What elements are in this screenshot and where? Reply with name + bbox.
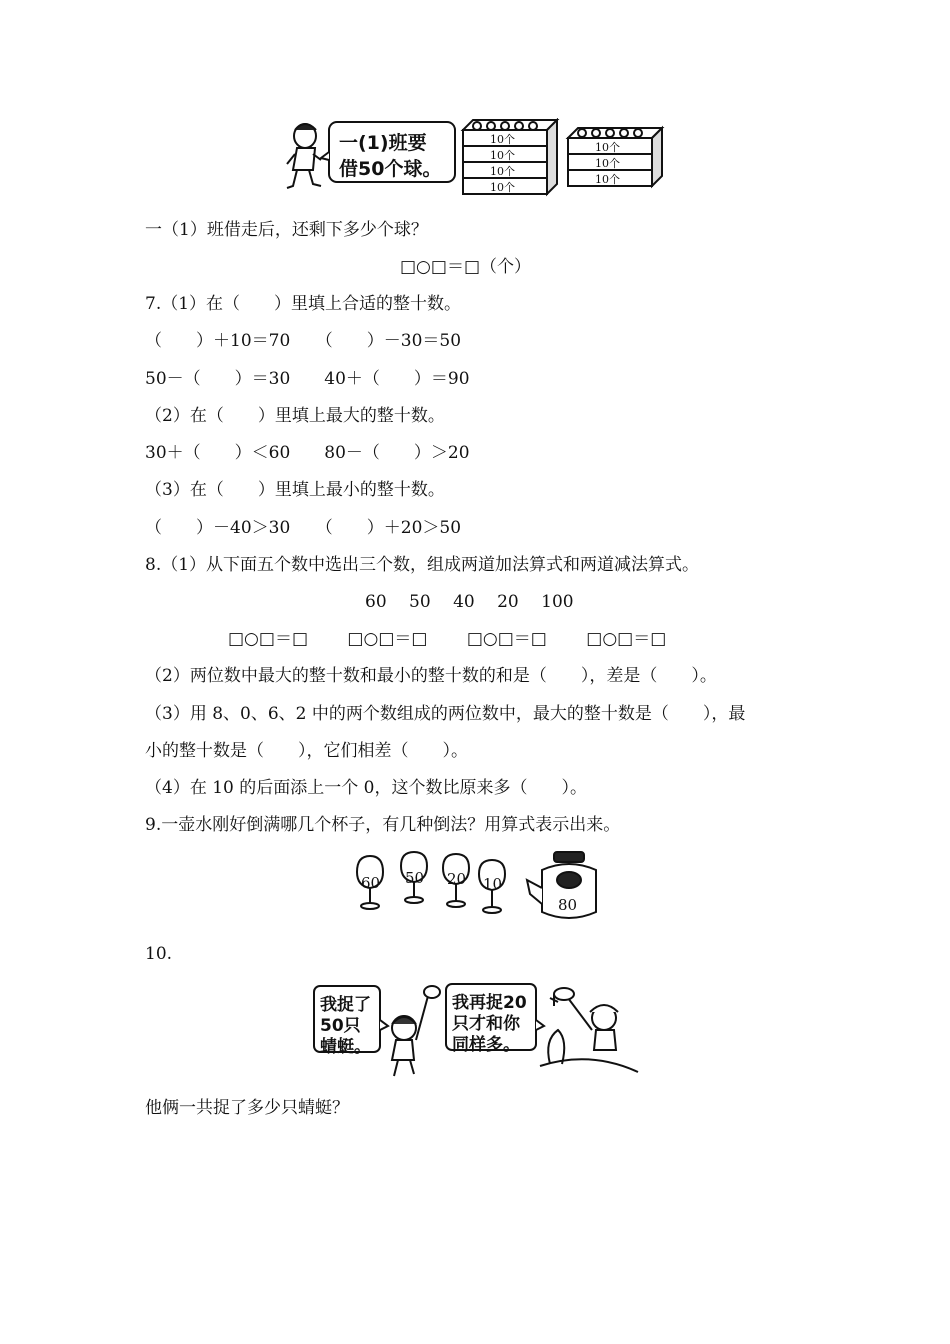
q7-row3: 30＋（ ）＜60 80－（ ）＞20: [145, 443, 470, 463]
q7-part2: （2）在（ ）里填上最大的整十数。: [145, 406, 445, 426]
box-label: 10个: [490, 133, 515, 146]
ball-question: 一（1）班借走后，还剩下多少个球？: [145, 220, 428, 240]
boy-with-net-icon: [392, 986, 440, 1076]
ball-speech-line-1: 一(1)班要: [339, 132, 427, 154]
q8-part4: （4）在 10 的后面添上一个 0，这个数比原来多（ ）。: [145, 778, 587, 798]
cup-label: 60: [361, 874, 381, 892]
left-speech-line-3: 蜻蜓。: [320, 1037, 371, 1057]
box-label: 10个: [595, 141, 620, 154]
q7-part3: （3）在（ ）里填上最小的整十数。: [145, 480, 445, 500]
q7-row1: （ ）＋10＝70 （ ）－30＝50: [145, 331, 462, 351]
cup-label: 50: [405, 869, 425, 887]
q9-question: 9.一壶水刚好倒满哪几个杯子，有几种倒法？用算式表示出来。: [145, 815, 621, 835]
q8-numbers: 60 50 40 20 100: [365, 592, 574, 612]
box-label: 10个: [490, 149, 515, 162]
q10-question: 他俩一共捉了多少只蜻蜓？: [145, 1098, 349, 1118]
box-label: 10个: [595, 173, 620, 186]
q7-part1: 7.（1）在（ ）里填上合适的整十数。: [145, 294, 462, 314]
q8-part2: （2）两位数中最大的整十数和最小的整十数的和是（ ），差是（ ）。: [145, 666, 717, 686]
box-label: 10个: [595, 157, 620, 170]
box-label: 10个: [490, 181, 515, 194]
q8-part3-line2: 小的整十数是（ ），它们相差（ ）。: [145, 741, 468, 761]
right-speech-line-2: 只才和你: [452, 1014, 520, 1034]
ball-boxes-figure: [285, 118, 670, 200]
left-speech-line-2: 50只: [320, 1016, 361, 1036]
left-speech-line-1: 我捉了: [320, 995, 371, 1015]
q10-label: 10.: [145, 944, 173, 964]
right-speech-line-3: 同样多。: [452, 1035, 520, 1055]
right-speech-line-1: 我再捉20: [452, 993, 527, 1013]
q8-equations: □○□＝□ □○□＝□ □○□＝□ □○□＝□: [228, 629, 667, 649]
boy-icon: [287, 124, 321, 188]
cup-label: 10: [483, 875, 503, 893]
kettle-label: 80: [558, 896, 578, 914]
cups-kettle-figure: [352, 850, 602, 925]
q8-part1: 8.（1）从下面五个数中选出三个数，组成两道加法算式和两道减法算式。: [145, 555, 700, 575]
box-label: 10个: [490, 165, 515, 178]
girl-with-net-icon: [540, 988, 638, 1072]
dragonfly-figure: [312, 980, 642, 1080]
q8-part3-line1: （3）用 8、0、6、2 中的两个数组成的两位数中，最大的整十数是（ ），最: [145, 704, 746, 724]
ball-equation: □○□＝□（个）: [400, 257, 532, 277]
q7-row2: 50－（ ）＝30 40＋（ ）＝90: [145, 369, 470, 389]
cup-label: 20: [447, 870, 467, 888]
ball-speech-line-2: 借50个球。: [339, 158, 442, 180]
q7-row4: （ ）－40＞30 （ ）＋20＞50: [145, 518, 462, 538]
